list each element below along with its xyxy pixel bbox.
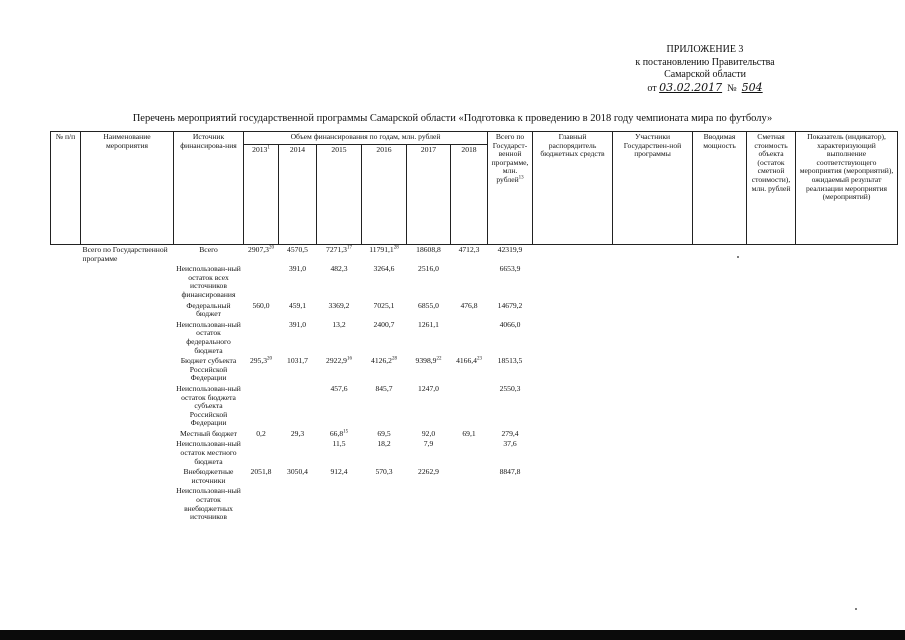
cell-year-value	[451, 320, 488, 356]
cell-year-value: 1031,7	[287, 356, 308, 366]
cell-total: 18513,5	[497, 356, 523, 366]
cell-empty	[533, 486, 613, 522]
header-volume: Объем финансирования по годам, млн. рублей	[244, 132, 488, 145]
cell-num	[51, 301, 81, 320]
cell-year-value	[451, 439, 488, 467]
cell-name	[81, 429, 174, 440]
cell-year-value: 4126,2$^{28}$	[371, 356, 397, 366]
cell-year-value: 4166,4$^{23}$	[456, 356, 482, 366]
cell-empty	[533, 384, 613, 429]
header-participants: Участники Государствен-ной программы	[613, 132, 693, 245]
cell-empty	[693, 486, 747, 522]
cell-empty	[533, 320, 613, 356]
cell-year-value: 482,3	[330, 264, 348, 274]
handwritten-number: 504	[741, 80, 763, 94]
cell-year-value: 459,1	[288, 300, 307, 310]
cell-num	[51, 384, 81, 429]
cell-total: 2550,3	[499, 383, 521, 393]
cell-source: Бюджет субъекта Российской Федерации	[180, 356, 237, 383]
cell-empty	[533, 429, 613, 440]
cell-empty	[693, 320, 747, 356]
cell-empty	[693, 356, 747, 384]
cell-source: Неиспользован-ный остаток местного бюджета	[176, 439, 241, 466]
cell-name	[81, 301, 174, 320]
cell-name: Всего по Государственной программе	[82, 245, 168, 263]
cell-year-value: 570,3	[375, 467, 393, 477]
cell-empty	[613, 320, 693, 356]
header-total: Всего по Государст-венной программе, млн. рублей$^{13}$	[488, 132, 533, 245]
header-estimate: Сметная стоимость объекта (остаток сметной стоимости), млн. рублей	[747, 132, 796, 245]
cell-empty	[796, 301, 898, 320]
cell-empty	[693, 264, 747, 300]
table-row	[51, 264, 898, 300]
cell-year-value: 3264,6	[373, 264, 395, 274]
cell-year-value: 1247,0	[418, 383, 439, 393]
cell-name	[81, 356, 174, 384]
cell-year-value: 7025,1	[373, 300, 395, 310]
cell-year-value: 2262,9	[418, 467, 439, 477]
table-row	[51, 439, 898, 467]
cell-empty	[613, 264, 693, 300]
cell-year-value: 7,9	[423, 439, 434, 449]
cell-year-value: 845,7	[375, 383, 393, 393]
header-name: Наименование мероприятия	[81, 132, 174, 245]
cell-num	[51, 245, 81, 265]
scan-speck	[855, 608, 857, 610]
program-table	[50, 131, 898, 523]
cell-total: 37,6	[503, 439, 517, 449]
cell-year-value	[279, 486, 317, 522]
cell-empty	[796, 439, 898, 467]
handwritten-date: 03.02.2017	[659, 80, 723, 94]
cell-source: Неиспользован-ный остаток внебюджетных источников	[176, 486, 241, 522]
appendix-line-2: к постановлению Правительства	[635, 56, 775, 68]
cell-empty	[747, 429, 796, 440]
header-num: № п/п	[51, 132, 81, 245]
cell-empty	[747, 384, 796, 429]
cell-source: Федеральный бюджет	[186, 300, 231, 319]
header-capacity: Вводимая мощность	[693, 132, 747, 245]
appendix-line-3: Самарской области	[664, 69, 746, 80]
cell-empty	[613, 356, 693, 384]
cell-year-value	[362, 486, 407, 522]
cell-source: Неиспользован-ный остаток бюджета субъекта Российской Федерации	[176, 383, 241, 428]
cell-empty	[533, 356, 613, 384]
cell-empty	[747, 264, 796, 300]
cell-num	[51, 439, 81, 467]
cell-source: Неиспользован-ный остаток федерального бюджета	[176, 319, 241, 355]
cell-year-value: 7271,3$^{17}$	[326, 245, 352, 254]
cell-num	[51, 356, 81, 384]
cell-empty	[613, 245, 693, 265]
header-manager: Главный распорядитель бюджетных средств	[533, 132, 613, 245]
cell-empty	[796, 467, 898, 486]
cell-year-value: 2516,0	[418, 264, 439, 274]
cell-year-value	[451, 486, 488, 522]
cell-source: Всего	[199, 245, 218, 254]
cell-empty	[796, 486, 898, 522]
cell-year-value: 912,4	[330, 467, 348, 477]
cell-year-value: 9398,9$^{22}$	[415, 356, 442, 366]
table-row	[51, 320, 898, 356]
cell-num	[51, 320, 81, 356]
header-year-2018: 2018	[451, 145, 488, 245]
scan-edge-band	[0, 630, 905, 640]
cell-year-value	[451, 384, 488, 429]
cell-year-value: 4712,3	[458, 245, 480, 254]
cell-empty	[747, 486, 796, 522]
table-row	[51, 486, 898, 522]
cell-total: 42319,9	[497, 245, 523, 254]
cell-year-value: 295,3$^{20}$	[249, 356, 273, 366]
cell-year-value	[451, 264, 488, 300]
cell-year-value	[317, 486, 362, 522]
cell-year-value: 560,0	[252, 300, 270, 310]
cell-name	[81, 320, 174, 356]
header-year-2017: 2017	[407, 145, 451, 245]
cell-total: 4066,0	[499, 319, 521, 329]
cell-empty	[796, 356, 898, 384]
header-source: Источник финансирова-ния	[174, 132, 244, 245]
cell-empty	[747, 467, 796, 486]
cell-empty	[533, 467, 613, 486]
cell-empty	[613, 429, 693, 440]
cell-year-value	[244, 264, 279, 300]
cell-year-value: 18,2	[377, 439, 391, 449]
cell-num	[51, 486, 81, 522]
cell-year-value	[279, 384, 317, 429]
cell-num	[51, 467, 81, 486]
cell-empty	[796, 320, 898, 356]
cell-year-value: 2400,7	[373, 319, 395, 329]
cell-empty	[693, 384, 747, 429]
cell-num	[51, 264, 81, 300]
cell-empty	[533, 301, 613, 320]
cell-empty	[747, 356, 796, 384]
cell-year-value: 69,1	[462, 428, 476, 438]
header-indicator: Показатель (индикатор), характеризующий выполнение соответствующего мероприятия (мероприятий), ожидаемый результат реализации мероприятия (мероприятий)	[796, 132, 898, 245]
cell-year-value: 457,6	[330, 383, 348, 393]
cell-total: 8847,8	[499, 467, 521, 477]
cell-total: 279,4	[501, 428, 519, 438]
appendix-line-1: ПРИЛОЖЕНИЕ 3	[666, 44, 744, 55]
header-year-2014: 2014	[279, 145, 317, 245]
cell-total: 6653,9	[499, 264, 521, 274]
cell-year-value: 11,5	[332, 439, 346, 449]
table-header	[51, 132, 898, 245]
cell-empty	[533, 439, 613, 467]
table-body	[51, 245, 898, 523]
cell-year-value: 4570,5	[287, 245, 308, 254]
cell-source: Местный бюджет	[180, 428, 237, 438]
cell-empty	[796, 384, 898, 429]
cell-year-value: 2907,3$^{20}$	[248, 245, 274, 254]
cell-name	[81, 264, 174, 300]
cell-year-value	[244, 486, 279, 522]
scan-speck	[737, 256, 739, 258]
cell-year-value	[279, 439, 317, 467]
cell-empty	[747, 301, 796, 320]
cell-name	[81, 439, 174, 467]
cell-year-value: 13,2	[332, 319, 346, 329]
cell-empty	[693, 467, 747, 486]
cell-empty	[693, 245, 747, 265]
cell-num	[51, 429, 81, 440]
table-row	[51, 429, 898, 440]
table-row	[51, 245, 898, 265]
cell-year-value: 69,5	[377, 428, 391, 438]
cell-year-value: 476,8	[460, 300, 478, 310]
cell-year-value: 3050,4	[287, 467, 308, 477]
table-row	[51, 467, 898, 486]
appendix-block	[600, 44, 810, 95]
cell-empty	[693, 301, 747, 320]
cell-year-value	[244, 439, 279, 467]
cell-empty	[613, 467, 693, 486]
cell-empty	[796, 264, 898, 300]
cell-total: 14679,2	[497, 300, 523, 310]
cell-name	[81, 384, 174, 429]
cell-empty	[747, 320, 796, 356]
cell-year-value: 66,8$^{15}$	[329, 428, 349, 438]
cell-empty	[613, 384, 693, 429]
table-row	[51, 301, 898, 320]
cell-name	[81, 486, 174, 522]
table-row	[51, 384, 898, 429]
cell-year-value: 92,0	[421, 428, 436, 438]
header-year-2016: 2016	[362, 145, 407, 245]
cell-empty	[693, 439, 747, 467]
cell-year-value	[244, 384, 279, 429]
cell-year-value: 11791,1$^{28}$	[369, 245, 399, 254]
cell-empty	[796, 245, 898, 265]
cell-total	[488, 486, 533, 522]
header-year-2015: 2015	[317, 145, 362, 245]
appendix-date-line	[600, 82, 810, 96]
cell-year-value	[451, 467, 488, 486]
cell-year-value: 6855,0	[418, 300, 439, 310]
cell-empty	[613, 486, 693, 522]
cell-year-value: 29,3	[290, 428, 305, 438]
table-row	[51, 356, 898, 384]
cell-year-value: 391,0	[288, 319, 307, 329]
cell-name	[81, 467, 174, 486]
cell-empty	[747, 439, 796, 467]
cell-year-value: 18608,8	[416, 245, 441, 254]
cell-year-value: 3369,2	[328, 300, 350, 310]
header-year-2013: 2013$^1$	[244, 145, 279, 245]
cell-empty	[796, 429, 898, 440]
cell-empty	[693, 429, 747, 440]
cell-year-value	[244, 320, 279, 356]
cell-year-value: 2051,8	[250, 467, 272, 477]
cell-year-value: 1261,1	[418, 319, 439, 329]
document-title: Перечень мероприятий государственной программы Самарской области «Подготовка к проведению в 2018 году чемпионата мира по футболу»	[132, 113, 773, 124]
cell-empty	[613, 439, 693, 467]
cell-year-value: 391,0	[288, 264, 307, 274]
cell-empty	[533, 245, 613, 265]
cell-year-value: 0,2	[256, 428, 266, 438]
cell-source: Неиспользован-ный остаток всех источников финансирования	[176, 264, 241, 299]
number-prefix: №	[727, 82, 737, 94]
cell-empty	[613, 301, 693, 320]
cell-year-value	[407, 486, 451, 522]
from-prefix: от	[647, 82, 657, 94]
cell-empty	[747, 245, 796, 265]
cell-empty	[533, 264, 613, 300]
cell-year-value: 2922,9$^{16}$	[326, 356, 352, 366]
cell-source: Внебюджетные источники	[183, 467, 234, 485]
